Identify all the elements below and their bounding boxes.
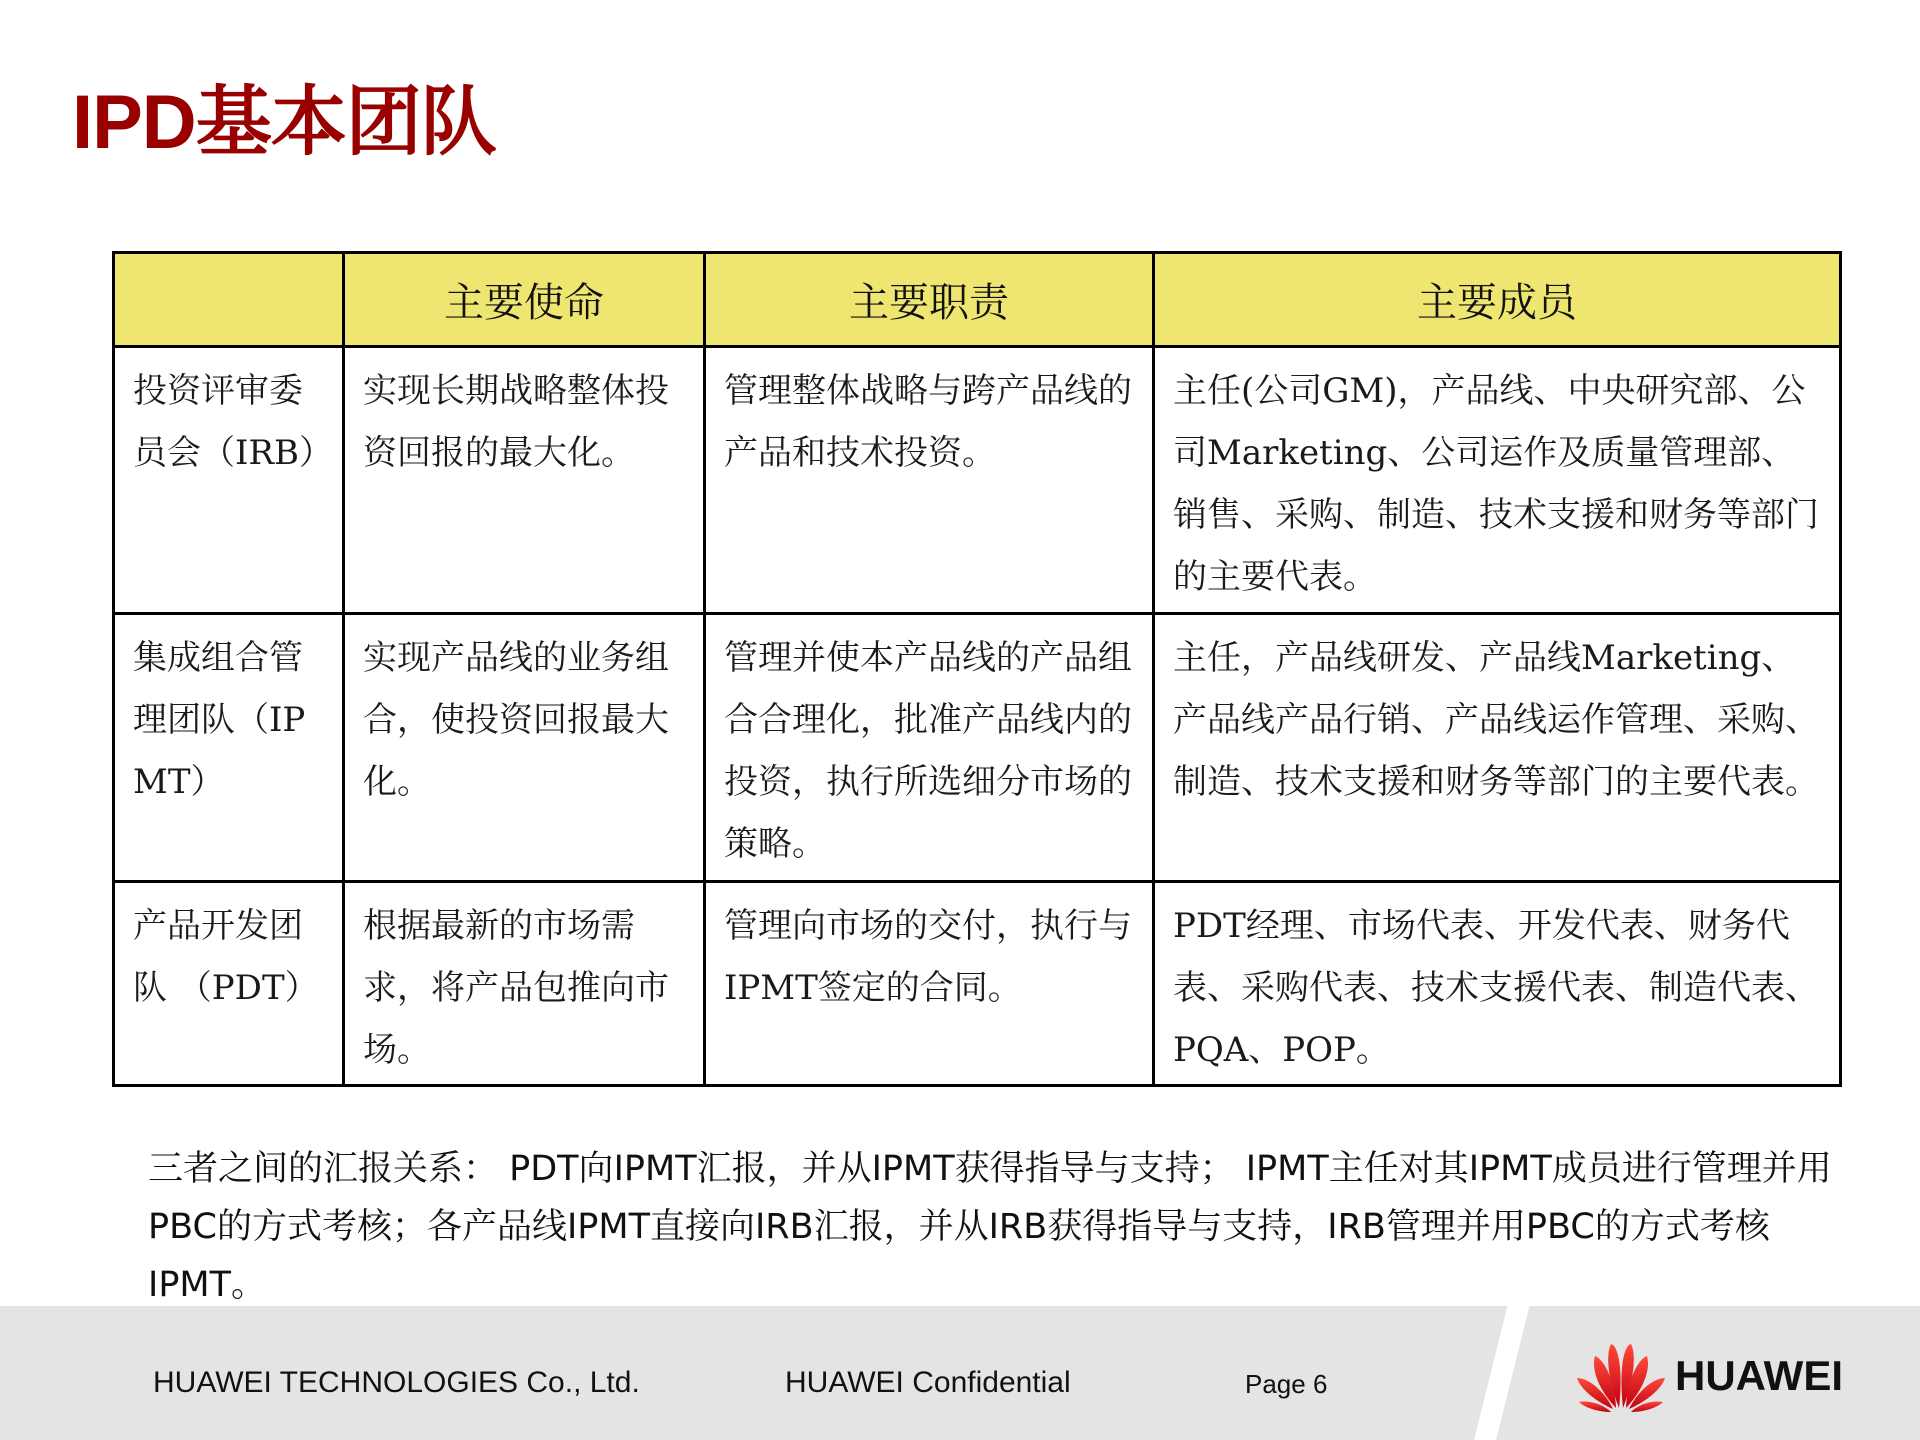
members-cell: PDT经理、市场代表、开发代表、财务代表、采购代表、技术支援代表、制造代表、PQA、POP。 (1173, 905, 1819, 1070)
reporting-relationship-note: 三者之间的汇报关系： PDT向IPMT汇报，并从IPMT获得指导与支持； IPMT主任对其IPMT成员进行管理并用PBC的方式考核；各产品线IPMT直接向IRB汇报，并从IRB获得指导与支持，IRB管理并用PBC的方式考核IPMT。 (148, 1149, 1832, 1305)
team-name-cell: 集成组合管理团队（IPMT） (133, 638, 306, 803)
header-cell-responsibility: 主要职责 (705, 253, 1154, 347)
team-name-cell: 投资评审委员会（IRB） (133, 371, 334, 474)
huawei-logo (1575, 1342, 1865, 1414)
table-header-row (114, 253, 1841, 347)
team-name-cell: 产品开发团队 （PDT） (133, 905, 319, 1008)
header-cell-mission: 主要使命 (344, 253, 705, 347)
responsibility-cell: 管理并使本产品线的产品组合合理化，批准产品线内的投资，执行所选细分市场的策略。 (724, 638, 1132, 865)
slide-footer (0, 1306, 1920, 1440)
footer-company: HUAWEI TECHNOLOGIES Co., Ltd. (153, 1366, 640, 1399)
mission-cell: 根据最新的市场需求，将产品包推向市场。 (363, 905, 669, 1070)
members-cell: 主任，产品线研发、产品线Marketing、产品线产品行销、产品线运作管理、采购、制造、技术支援和财务等部门的主要代表。 (1173, 638, 1819, 803)
mission-cell: 实现长期战略整体投资回报的最大化。 (363, 371, 669, 474)
responsibility-cell: 管理向市场的交付，执行与IPMT签定的合同。 (724, 905, 1132, 1008)
header-cell-members: 主要成员 (1154, 253, 1841, 347)
table-row (114, 347, 1841, 614)
footer-confidential: HUAWEI Confidential (785, 1366, 1071, 1399)
header-cell-empty (114, 253, 344, 347)
footer-diagonal-stripe (1470, 1306, 1532, 1440)
table-row (114, 881, 1841, 1085)
members-cell: 主任(公司GM)，产品线、中央研究部、公司Marketing、公司运作及质量管理部、销售、采购、制造、技术支援和财务等部门的主要代表。 (1173, 371, 1819, 598)
footer-page-number: Page 6 (1245, 1369, 1328, 1399)
table-row (114, 614, 1841, 881)
responsibility-cell: 管理整体战略与跨产品线的产品和技术投资。 (724, 371, 1132, 474)
huawei-wordmark: HUAWEI (1675, 1352, 1843, 1399)
ipd-team-table (112, 251, 1842, 1087)
slide-title: IPD基本团队 (72, 80, 496, 165)
mission-cell: 实现产品线的业务组合，使投资回报最大化。 (363, 638, 669, 803)
huawei-petal-logo-icon (1575, 1342, 1667, 1414)
